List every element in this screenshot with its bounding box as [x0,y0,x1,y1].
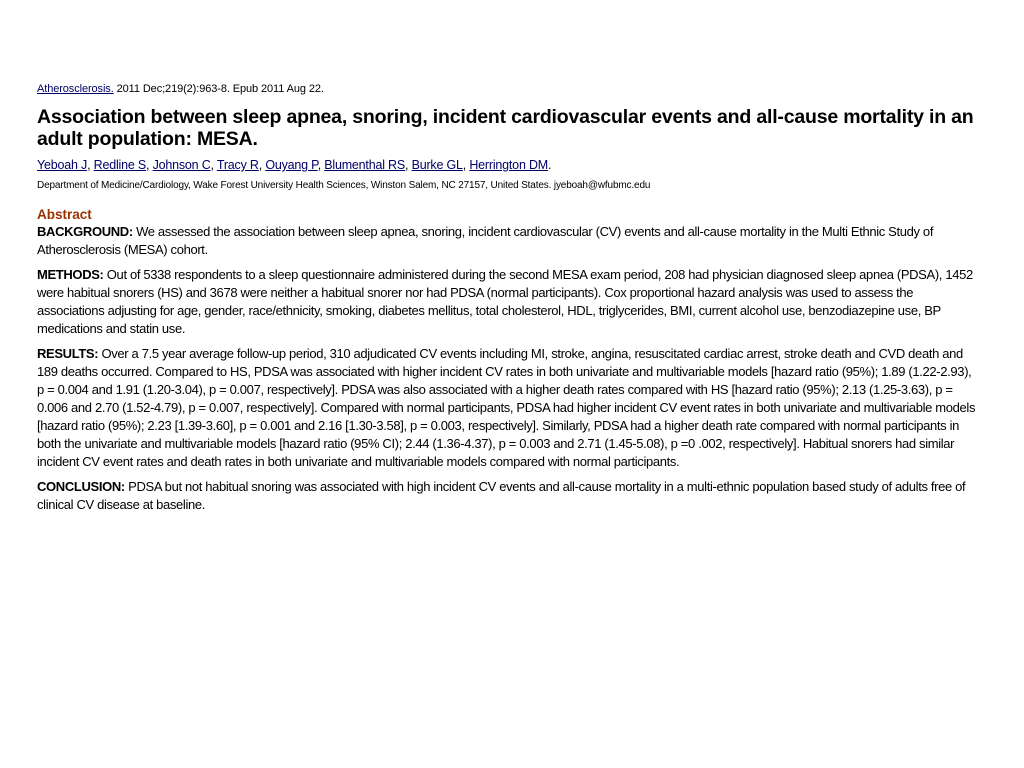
section-text: We assessed the association between sleep apnea, snoring, incident cardiovascular (CV) events and all-cause mortality in the Multi Ethnic Study of Atherosclerosis (MESA) cohort. [37,224,934,257]
author-link[interactable]: Tracy R [216,158,259,172]
author-link[interactable]: Redline S [93,158,147,172]
citation-line [37,82,977,96]
journal-link[interactable]: Atherosclerosis. [37,83,114,95]
abstract-section-methods [37,266,977,338]
section-label: METHODS: [37,267,104,282]
author-list: Yeboah J, Redline S, Johnson C, Tracy R, Ouyang P, Blumenthal RS, Burke GL, Herrington DM. [37,158,552,172]
section-text: Over a 7.5 year average follow-up period, 310 adjudicated CV events including MI, stroke, angina, resuscitated cardiac arrest, stroke death and CVD death and 189 deaths occurred. Compared to HS, PDSA was associated with higher incident CV rates in both univariate and multivariable models [hazard ratio (95%); 1.89 (1.22-2.93), p = 0.004 and 1.91 (1.20-3.04), p = 0.007, respectively]. PDSA was also associated with a higher death rates compared with HS [hazard ratio (95%); 2.13 (1.25-3.63), p = 0.006 and 2.70 (1.52-4.79), p = 0.007, respectively]. Compared with normal participants, PDSA had higher incident CV event rates in both univariate and multivariable models [hazard ratio (95%); 2.23 [1.39-3.60], p = 0.001 and 2.16 [1.30-3.58], p = 0.003, respectively]. Similarly, PDSA had a higher death rate compared with normal participants in both the univariate and multivariable models [hazard ratio (95% CI); 2.44 (1.36-4.37), p = 0.003 and 2.71 (1.45-5.08), p =0 .002, respectively]. Habitual snorers had similar incident CV event rates and death rates in both univariate and multivariable models compared with normal participants. [37,346,976,469]
article-title: Association between sleep apnea, snoring, incident cardiovascular events and all-cause mortality in an adult population: MESA. [37,106,974,150]
section-text: Out of 5338 respondents to a sleep questionnaire administered during the second MESA exam period, 208 had physician diagnosed sleep apnea (PDSA), 1452 were habitual snorers (HS) and 3678 were neither a habitual snorer nor had PDSA (normal participants). Cox proportional hazard analysis was used to assess the associations adjusting for age, gender, race/ethnicity, smoking, diabetes mellitus, total cholesterol, HDL, triglycerides, BMI, current alcohol use, benzodiazepine use, BP medications and statin use. [37,267,973,336]
abstract-section-results [37,345,977,471]
citation-details: 2011 Dec;219(2):963-8. Epub 2011 Aug 22. [116,83,324,95]
pubmed-abstract-page [37,82,977,521]
section-label: BACKGROUND: [37,224,133,239]
author-link[interactable]: Yeboah J [37,158,88,172]
abstract-section-background [37,223,977,259]
section-label: CONCLUSION: [37,479,125,494]
abstract-heading: Abstract [37,207,92,222]
author-link[interactable]: Burke GL [411,158,463,172]
abstract-section-conclusion [37,478,977,514]
author-link[interactable]: Johnson C [152,158,211,172]
section-text: PDSA but not habitual snoring was associated with high incident CV events and all-cause mortality in a multi-ethnic population based study of adults free of clinical CV disease at baseline. [37,479,966,512]
author-affiliation: Department of Medicine/Cardiology, Wake Forest University Health Sciences, Winston Salem, NC 27157, United States. jyeboah@wfubmc.edu [37,180,651,191]
author-link[interactable]: Ouyang P [265,158,318,172]
section-label: RESULTS: [37,346,99,361]
author-link[interactable]: Blumenthal RS [324,158,406,172]
author-link[interactable]: Herrington DM [469,158,549,172]
